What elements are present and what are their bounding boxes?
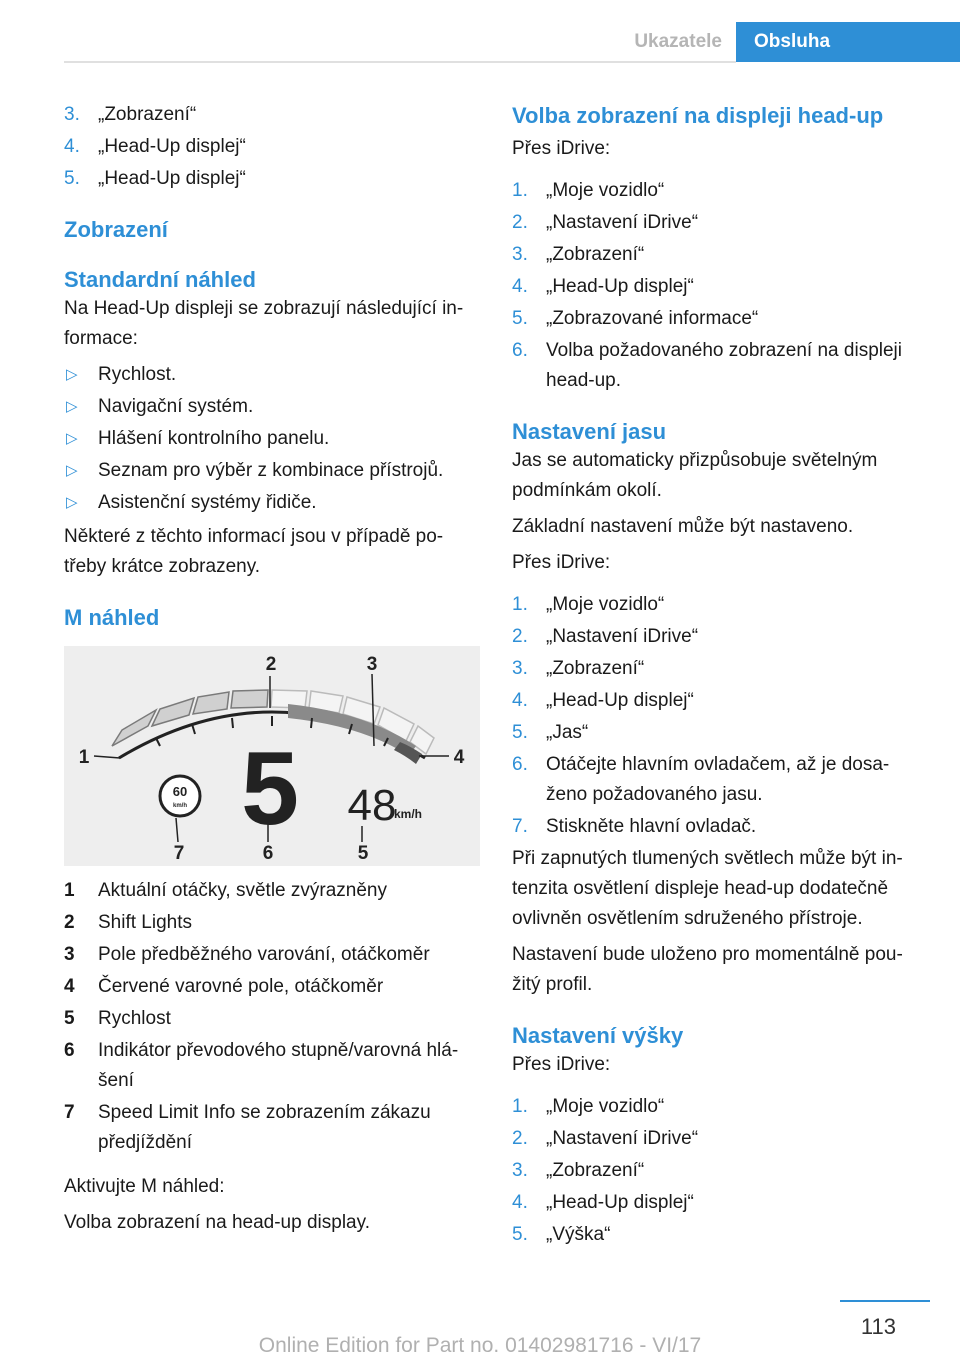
- brightness-text-1: Jas se automaticky přizpůsobuje světelným podmínkám okolí.: [512, 450, 878, 501]
- m-view-figure: [64, 646, 480, 866]
- callout-7: 7: [173, 843, 185, 864]
- heading-zobrazeni: Zobrazení: [64, 217, 168, 242]
- legend-item: 3 Pole předběžného varování, otáčkoměr: [64, 944, 430, 965]
- gear-indicator: 5: [241, 731, 299, 847]
- triangle-bullet-icon: ▷: [66, 430, 78, 447]
- legend-item: 4 Červené varovné pole, otáčkoměr: [64, 976, 384, 997]
- callout-4: 4: [453, 747, 465, 768]
- figure-legend: [64, 876, 480, 1158]
- heading-height: Nastavení výšky: [512, 1023, 684, 1048]
- legend-item: 1 Aktuální otáčky, světle zvýrazněny: [64, 880, 387, 901]
- callout-3: 3: [366, 654, 378, 675]
- list-item: 4. „Head-Up displej“: [512, 276, 694, 297]
- list-item: 7. Stiskněte hlavní ovladač.: [512, 816, 757, 837]
- heading-display-selection: Volba zobrazení na displeji head-up: [512, 103, 884, 128]
- triangle-bullet-icon: ▷: [66, 398, 78, 415]
- list-item: 4. „Head-Up displej“: [512, 1192, 694, 1213]
- list-item: 3. „Zobrazení“: [512, 1160, 645, 1181]
- brightness-steps-list: [512, 590, 928, 842]
- brightness-text-2: Základní nastavení může být nastaveno.: [512, 516, 854, 537]
- list-item: 1. „Moje vozidlo“: [512, 1096, 665, 1117]
- edition-footer: Online Edition for Part no. 01402981716 - VI/17: [258, 1334, 702, 1357]
- list-item: 6. Otáčejte hlavním ovladačem, až je dosa-ženo požadovaného jasu.: [512, 754, 890, 805]
- info-bullets: [64, 360, 480, 518]
- legend-item: 5 Rychlost: [64, 1008, 171, 1029]
- right-column: [512, 100, 928, 1252]
- callout-1: 1: [78, 747, 90, 768]
- heading-brightness: Nastavení jasu: [512, 419, 667, 444]
- list-item: ▷ Hlášení kontrolního panelu.: [64, 424, 480, 454]
- callout-6: 6: [262, 843, 274, 864]
- bullets-note: Některé z těchto informací jsou v případě po-třeby krátce zobrazeny.: [64, 526, 444, 577]
- brightness-text-4: Nastavení bude uloženo pro momentálně pou-žitý profil.: [512, 944, 903, 995]
- activate-text-1: Aktivujte M náhled:: [64, 1176, 225, 1197]
- speed-limit-unit: km/h: [172, 803, 188, 809]
- list-item: 6. Volba požadovaného zobrazení na displeji head-up.: [512, 340, 902, 391]
- height-steps-list: [512, 1092, 928, 1250]
- list-item: 1. „Moje vozidlo“: [512, 180, 665, 201]
- speed-limit-sign: [160, 776, 200, 816]
- header-tab-obsluha[interactable]: Obsluha: [736, 22, 960, 62]
- list-item: 4. „Head-Up displej“: [64, 136, 246, 157]
- legend-item: 7 Speed Limit Info se zobrazením zákazu předjíždění: [64, 1102, 431, 1153]
- list-item: ▷ Rychlost.: [64, 360, 480, 390]
- selection-steps-list: [512, 176, 928, 396]
- heading-standard-view: Standardní náhled: [64, 267, 256, 292]
- list-item: 2. „Nastavení iDrive“: [512, 1128, 699, 1149]
- header-tab-ukazatele[interactable]: Ukazatele: [634, 31, 722, 52]
- callout-2: 2: [265, 654, 277, 675]
- standard-intro: Na Head-Up displeji se zobrazují následující in-formace:: [64, 298, 464, 349]
- list-item: 5. „Zobrazované informace“: [512, 308, 759, 329]
- list-item: 4. „Head-Up displej“: [512, 690, 694, 711]
- legend-item: 2 Shift Lights: [64, 912, 192, 933]
- header-divider: [64, 61, 736, 63]
- triangle-bullet-icon: ▷: [66, 462, 78, 479]
- triangle-bullet-icon: ▷: [66, 494, 78, 511]
- via-idrive-3: Přes iDrive:: [512, 1054, 611, 1075]
- list-item: 2. „Nastavení iDrive“: [512, 626, 699, 647]
- heading-m-view: M náhled: [64, 605, 160, 630]
- top-steps-list: [64, 100, 480, 194]
- callout-5: 5: [357, 843, 369, 864]
- triangle-bullet-icon: ▷: [66, 366, 78, 383]
- speed-limit-value: 60: [172, 784, 188, 799]
- list-item: 2. „Nastavení iDrive“: [512, 212, 699, 233]
- list-item: 3. „Zobrazení“: [512, 244, 645, 265]
- speed-value: 48: [347, 781, 397, 830]
- list-item: 5. „Jas“: [512, 722, 589, 743]
- hud-illustration: [64, 646, 480, 866]
- legend-item: 6 Indikátor převodového stupně/varovná hlá-šení: [64, 1040, 459, 1091]
- list-item: 1. „Moje vozidlo“: [512, 594, 665, 615]
- via-idrive-2: Přes iDrive:: [512, 552, 611, 573]
- footer-divider: [840, 1300, 930, 1302]
- list-item: ▷ Seznam pro výběr z kombinace přístrojů.: [64, 456, 480, 486]
- list-item: 5. „Head-Up displej“: [64, 168, 246, 189]
- page-number: 113: [860, 1314, 896, 1339]
- activate-text-2: Volba zobrazení na head-up display.: [64, 1212, 370, 1233]
- brightness-text-3: Při zapnutých tlumených světlech může být in-tenzita osvětlení displeje head-up dodatečně ovlivněn osvětlením sdruženého přístroje.: [512, 848, 903, 929]
- via-idrive-1: Přes iDrive:: [512, 138, 611, 159]
- list-item: ▷ Asistenční systémy řidiče.: [64, 488, 480, 518]
- list-item: 3. „Zobrazení“: [64, 104, 197, 125]
- left-column: [64, 100, 480, 1244]
- list-item: ▷ Navigační systém.: [64, 392, 480, 422]
- list-item: 5. „Výška“: [512, 1224, 611, 1245]
- list-item: 3. „Zobrazení“: [512, 658, 645, 679]
- speed-unit: km/h: [393, 807, 423, 821]
